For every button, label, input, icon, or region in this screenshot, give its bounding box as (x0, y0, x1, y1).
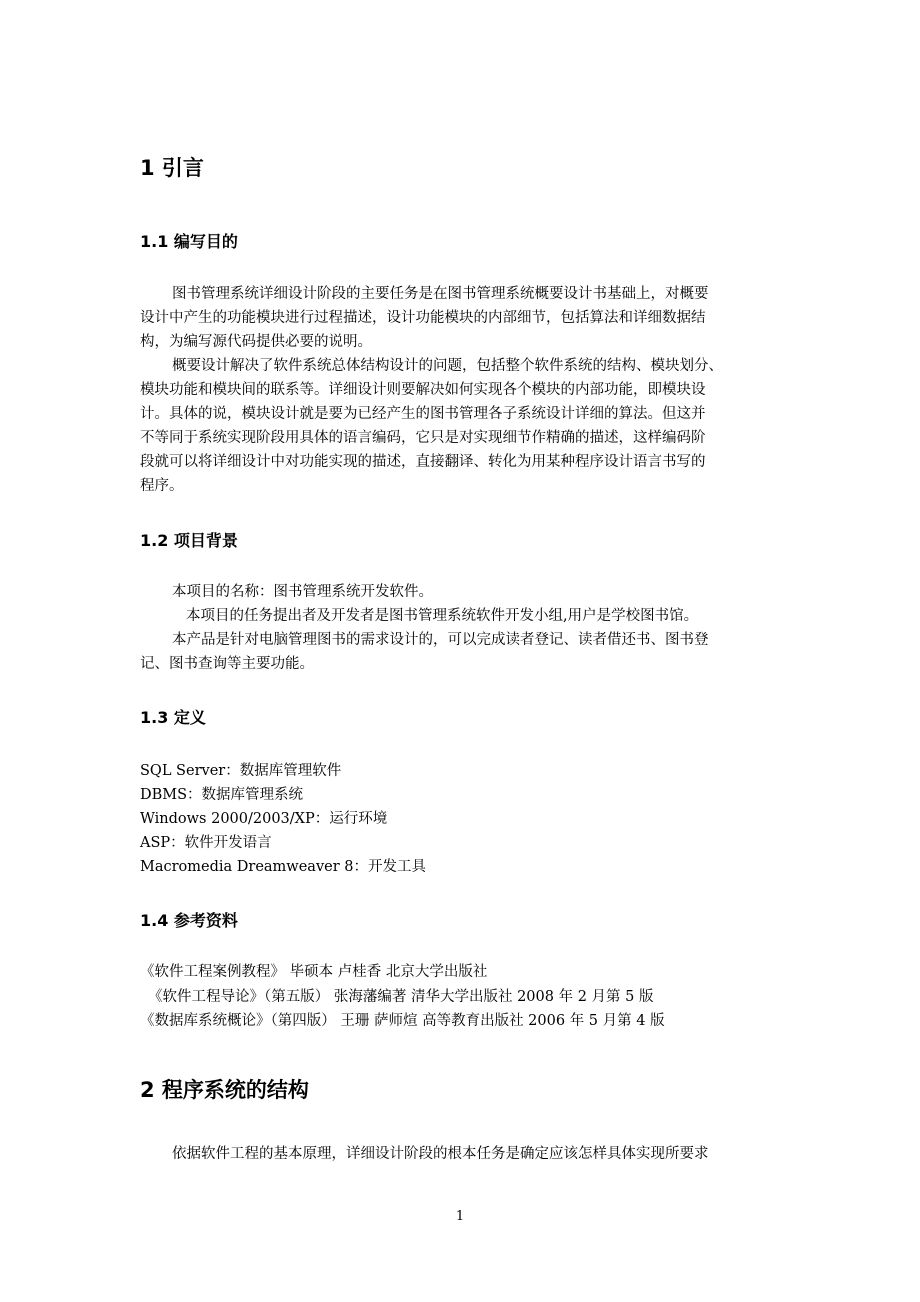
paragraph-line: 本项目的名称：图书管理系统开发软件。 (172, 584, 433, 600)
definition-line: Windows 2000/2003/XP：运行环境 (140, 811, 388, 827)
paragraph-line: 程序。 (140, 478, 184, 494)
paragraph-line: 本产品是针对电脑管理图书的需求设计的，可以完成读者登记、读者借还书、图书登 (172, 632, 709, 648)
section-1-heading: 1 引言 (140, 156, 204, 180)
definition-line: DBMS：数据库管理系统 (140, 787, 304, 803)
definition-line: ASP：软件开发语言 (140, 835, 272, 851)
paragraph-line: 模块功能和模块间的联系等。详细设计则要解决如何实现各个模块的内部功能，即模块设 (140, 382, 706, 398)
reference-line: 《数据库系统概论》（第四版） 王珊 萨师煊 高等教育出版社 2006 年 5 月第 4 版 (140, 1013, 665, 1029)
paragraph-line: 本项目的任务提出者及开发者是图书管理系统软件开发小组,用户是学校图书馆。 (186, 608, 699, 624)
section-2-heading: 2 程序系统的结构 (140, 1078, 309, 1102)
definition-line: Macromedia Dreamweaver 8：开发工具 (140, 859, 426, 875)
reference-line: 《软件工程案例教程》 毕硕本 卢桂香 北京大学出版社 (140, 964, 488, 980)
paragraph-line: 图书管理系统详细设计阶段的主要任务是在图书管理系统概要设计书基础上，对概要 (172, 286, 709, 302)
section-1-4-heading: 1.4 参考资料 (140, 911, 238, 930)
paragraph-line: 段就可以将详细设计中对功能实现的描述，直接翻译、转化为用某种程序设计语言书写的 (140, 454, 706, 470)
paragraph-line: 计。具体的说，模块设计就是要为已经产生的图书管理各子系统设计详细的算法。但这并 (140, 406, 706, 422)
paragraph-line: 构，为编写源代码提供必要的说明。 (140, 334, 372, 350)
section-1-2-heading: 1.2 项目背景 (140, 531, 238, 550)
paragraph-line: 记、图书查询等主要功能。 (140, 656, 314, 672)
paragraph-line: 设计中产生的功能模块进行过程描述，设计功能模块的内部细节，包括算法和详细数据结 (140, 310, 706, 326)
definition-line: SQL Server：数据库管理软件 (140, 763, 342, 779)
section-1-3-heading: 1.3 定义 (140, 708, 206, 727)
section-1-1-heading: 1.1 编写目的 (140, 232, 238, 251)
page-number: 1 (455, 1209, 465, 1224)
paragraph-line: 不等同于系统实现阶段用具体的语言编码，它只是对实现细节作精确的描述，这样编码阶 (140, 430, 706, 446)
paragraph-line: 概要设计解决了软件系统总体结构设计的问题，包括整个软件系统的结构、模块划分、 (172, 358, 723, 374)
paragraph-line: 依据软件工程的基本原理，详细设计阶段的根本任务是确定应该怎样具体实现所要求 (172, 1146, 709, 1162)
reference-line: 《软件工程导论》（第五版） 张海藩编著 清华大学出版社 2008 年 2 月第 5 版 (148, 989, 654, 1005)
